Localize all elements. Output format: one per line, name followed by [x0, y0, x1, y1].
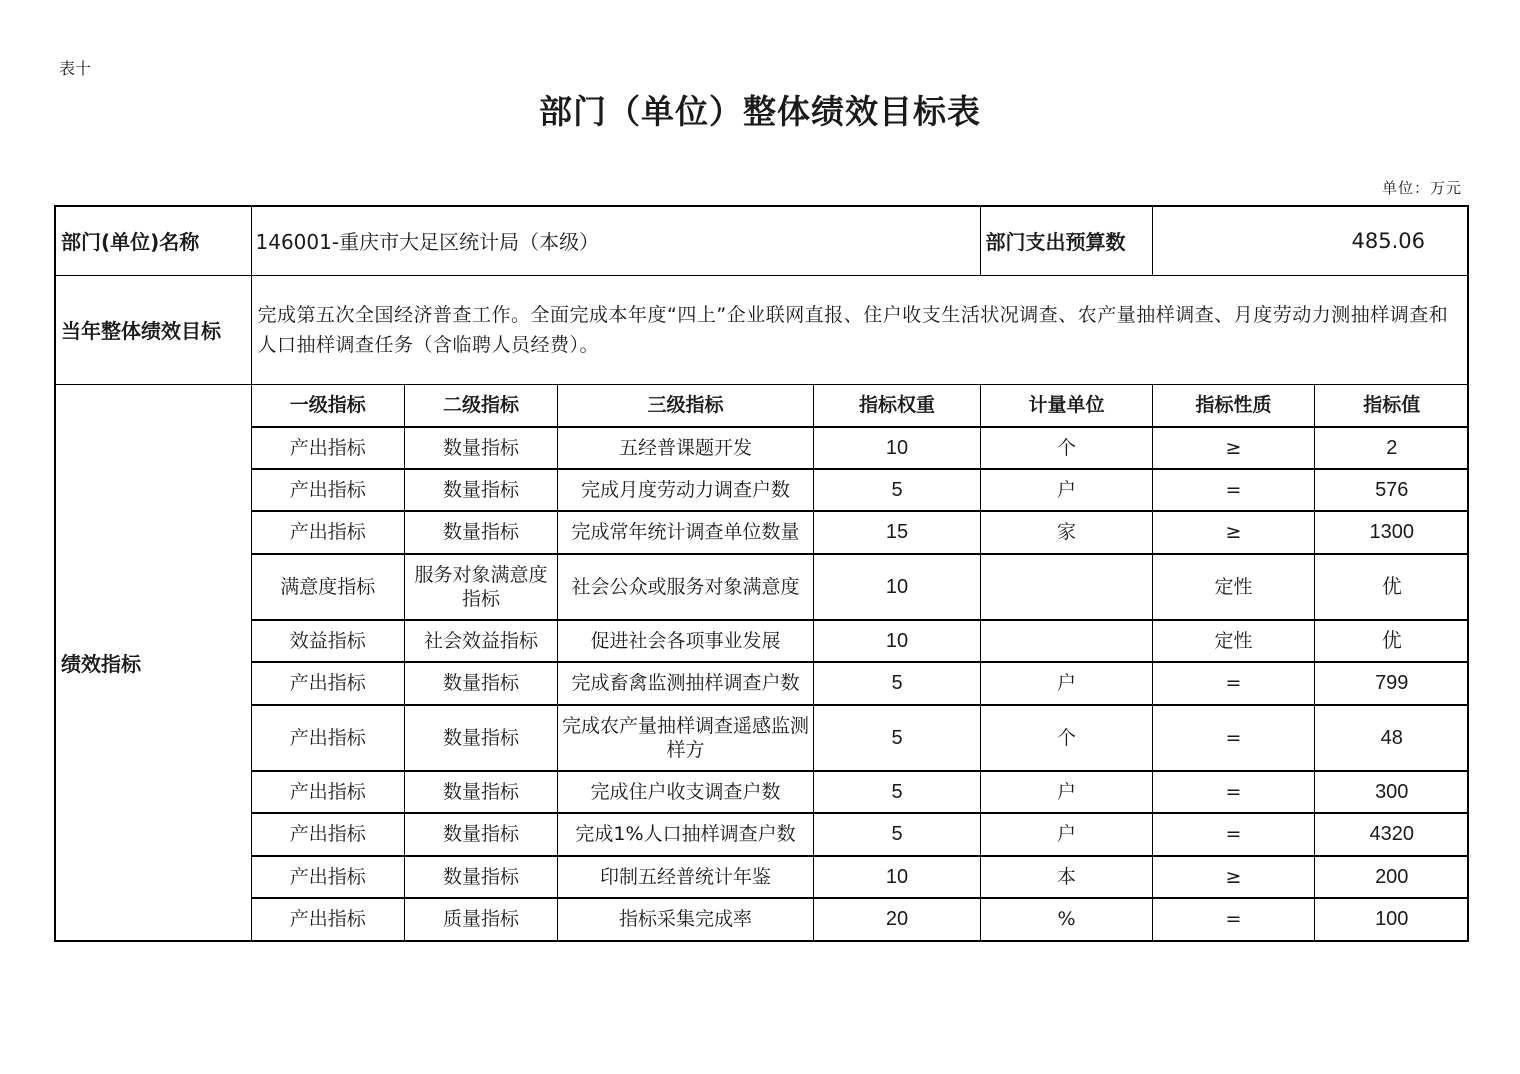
nature-cell — [1153, 554, 1315, 620]
level3-cell — [558, 856, 814, 898]
nature-cell — [1153, 620, 1315, 662]
level3-cell — [558, 662, 814, 705]
goal-label: 当年整体绩效目标 — [55, 275, 251, 384]
metric-row — [252, 554, 1469, 620]
level3-text: 完成常年统计调查单位数量 — [571, 521, 800, 543]
weight-cell — [814, 620, 981, 662]
level1-cell — [252, 511, 405, 554]
level3-text: 完成月度劳动力调查户数 — [580, 478, 790, 501]
unit-text: 个 — [1056, 436, 1076, 459]
level1-cell — [252, 856, 405, 898]
level3-text: 五经普课题开发 — [618, 436, 752, 459]
weight-cell — [814, 705, 981, 771]
level1-cell — [252, 771, 405, 813]
level2-cell — [405, 511, 558, 554]
level2-text: 社会效益指标 — [423, 629, 538, 652]
weight-text: 5 — [891, 672, 903, 694]
col-header-unit: 计量单位 — [981, 385, 1153, 427]
level1-cell — [252, 554, 405, 620]
unit-text: 个 — [1056, 726, 1076, 749]
unit-text: 户 — [1056, 823, 1076, 845]
level3-cell — [558, 469, 814, 511]
col-header-nature: 指标性质 — [1153, 385, 1315, 427]
level1-text: 产出指标 — [289, 436, 366, 459]
value-text: 2 — [1386, 436, 1398, 459]
nature-cell — [1153, 662, 1315, 705]
page-title: 部门（单位）整体绩效目标表 — [539, 92, 981, 131]
weight-text: 5 — [891, 780, 903, 803]
level2-text: 数量指标 — [442, 726, 519, 749]
value-cell — [1315, 469, 1469, 511]
unit-cell — [981, 662, 1153, 705]
level1-text: 产出指标 — [289, 908, 366, 930]
metrics-cell — [251, 384, 1468, 941]
page-tag: 表十 — [59, 59, 92, 78]
metric-row — [252, 427, 1469, 469]
level3-text: 指标采集完成率 — [618, 908, 752, 930]
col-header-level2: 二级指标 — [405, 385, 558, 427]
level3-cell — [558, 705, 814, 771]
nature-text: ≥ — [1225, 865, 1242, 888]
level2-cell — [405, 469, 558, 511]
value-text: 576 — [1375, 478, 1409, 501]
metric-row — [252, 662, 1469, 705]
nature-cell — [1153, 427, 1315, 469]
weight-text: 10 — [885, 629, 909, 652]
unit-text: 家 — [1056, 521, 1076, 543]
weight-text: 10 — [885, 865, 909, 888]
level3-text: 完成畜禽监测抽样调查户数 — [571, 672, 800, 694]
unit-cell — [981, 427, 1153, 469]
weight-cell — [814, 898, 981, 940]
level2-cell — [405, 856, 558, 898]
nature-text: = — [1225, 726, 1242, 749]
value-cell — [1315, 813, 1469, 856]
col-header-level3: 三级指标 — [558, 385, 814, 427]
weight-cell — [814, 554, 981, 620]
budget-label: 部门支出预算数 — [980, 206, 1152, 275]
level2-cell — [405, 898, 558, 940]
level2-text: 数量指标 — [442, 823, 519, 845]
unit-text: 户 — [1056, 478, 1076, 501]
level2-text: 服务对象满意度指标 — [414, 563, 548, 610]
unit-cell — [981, 511, 1153, 554]
nature-text: = — [1225, 478, 1242, 501]
level1-text: 产出指标 — [289, 726, 366, 749]
goal-text: 完成第五次全国经济普查工作。全面完成本年度“四上”企业联网直报、住户收支生活状况调查、农产量抽样调查、月度劳动力测抽样调查和人口抽样调查任务（含临聘人员经费）。 — [251, 275, 1468, 384]
weight-cell — [814, 427, 981, 469]
performance-goal-table — [54, 205, 1469, 942]
level3-text: 印制五经普统计年鉴 — [599, 865, 771, 888]
unit-label: 单位：万元 — [1381, 179, 1462, 197]
nature-cell — [1153, 856, 1315, 898]
unit-cell — [981, 705, 1153, 771]
level3-cell — [558, 898, 814, 940]
level2-cell — [405, 662, 558, 705]
value-text: 799 — [1375, 672, 1409, 694]
nature-cell — [1153, 705, 1315, 771]
level3-text: 促进社会各项事业发展 — [590, 629, 781, 652]
weight-text: 5 — [891, 823, 903, 845]
nature-cell — [1153, 511, 1315, 554]
metric-row — [252, 469, 1469, 511]
level1-cell — [252, 662, 405, 705]
value-cell — [1315, 427, 1469, 469]
nature-text: = — [1225, 780, 1242, 803]
metrics-row — [55, 384, 1468, 941]
level1-cell — [252, 705, 405, 771]
nature-text: = — [1225, 823, 1242, 845]
unit-cell — [981, 469, 1153, 511]
value-text: 优 — [1381, 575, 1402, 598]
nature-text: ≥ — [1225, 436, 1242, 459]
weight-text: 10 — [885, 436, 909, 459]
level1-cell — [252, 469, 405, 511]
weight-text: 10 — [885, 575, 909, 598]
col-header-level1: 一级指标 — [252, 385, 405, 427]
metric-row — [252, 898, 1469, 940]
level2-text: 数量指标 — [442, 865, 519, 888]
nature-text: 定性 — [1214, 629, 1253, 652]
budget-value: 485.06 — [1152, 206, 1468, 275]
unit-text: 户 — [1056, 780, 1076, 803]
value-cell — [1315, 511, 1469, 554]
nature-cell — [1153, 469, 1315, 511]
metrics-table — [252, 385, 1469, 940]
level1-cell — [252, 620, 405, 662]
metric-row — [252, 856, 1469, 898]
unit-text: 户 — [1056, 672, 1076, 694]
level2-cell — [405, 771, 558, 813]
weight-text: 5 — [891, 478, 903, 501]
value-text: 4320 — [1369, 823, 1414, 845]
level3-text: 完成农产量抽样调查遥感监测样方 — [561, 714, 809, 761]
level1-text: 产出指标 — [289, 780, 366, 803]
level1-cell — [252, 427, 405, 469]
value-cell — [1315, 705, 1469, 771]
unit-cell — [981, 554, 1153, 620]
weight-cell — [814, 469, 981, 511]
weight-cell — [814, 771, 981, 813]
header-row — [55, 206, 1468, 275]
nature-text: ≥ — [1225, 521, 1242, 543]
level3-text: 完成1%人口抽样调查户数 — [575, 823, 796, 845]
level3-cell — [558, 511, 814, 554]
level2-cell — [405, 554, 558, 620]
level2-cell — [405, 620, 558, 662]
level1-cell — [252, 898, 405, 940]
value-text: 300 — [1375, 780, 1409, 803]
metric-row — [252, 620, 1469, 662]
nature-cell — [1153, 813, 1315, 856]
nature-cell — [1153, 898, 1315, 940]
value-text: 48 — [1380, 726, 1403, 749]
value-cell — [1315, 554, 1469, 620]
col-header-value: 指标值 — [1315, 385, 1469, 427]
value-cell — [1315, 620, 1469, 662]
metric-row — [252, 813, 1469, 856]
weight-text: 20 — [885, 908, 909, 930]
nature-cell — [1153, 771, 1315, 813]
weight-text: 5 — [891, 726, 903, 749]
goal-row — [55, 275, 1468, 384]
nature-text: = — [1225, 908, 1242, 930]
value-cell — [1315, 856, 1469, 898]
level2-text: 数量指标 — [442, 478, 519, 501]
unit-cell — [981, 771, 1153, 813]
level2-text: 数量指标 — [442, 672, 519, 694]
level1-text: 产出指标 — [289, 823, 366, 845]
level3-cell — [558, 813, 814, 856]
level1-text: 产出指标 — [289, 672, 366, 694]
nature-text: = — [1225, 672, 1242, 694]
level3-text: 完成住户收支调查户数 — [590, 780, 781, 803]
weight-cell — [814, 662, 981, 705]
level1-text: 效益指标 — [289, 629, 366, 652]
nature-text: 定性 — [1214, 575, 1253, 598]
level1-cell — [252, 813, 405, 856]
value-cell — [1315, 898, 1469, 940]
weight-cell — [814, 511, 981, 554]
level3-cell — [558, 771, 814, 813]
unit-cell — [981, 856, 1153, 898]
value-cell — [1315, 771, 1469, 813]
level2-text: 质量指标 — [442, 908, 519, 930]
metric-row — [252, 705, 1469, 771]
unit-cell — [981, 898, 1153, 940]
level3-cell — [558, 620, 814, 662]
value-text: 1300 — [1369, 521, 1414, 543]
level1-text: 产出指标 — [289, 521, 366, 543]
dept-name-label: 部门(单位)名称 — [55, 206, 251, 275]
unit-text: % — [1057, 908, 1076, 930]
level2-cell — [405, 705, 558, 771]
col-header-weight: 指标权重 — [814, 385, 981, 427]
unit-cell — [981, 813, 1153, 856]
level2-text: 数量指标 — [442, 436, 519, 459]
level3-text: 社会公众或服务对象满意度 — [571, 575, 800, 598]
level2-text: 数量指标 — [442, 780, 519, 803]
level3-cell — [558, 554, 814, 620]
level1-text: 满意度指标 — [280, 575, 376, 598]
value-cell — [1315, 662, 1469, 705]
weight-cell — [814, 813, 981, 856]
level2-cell — [405, 813, 558, 856]
unit-text: 本 — [1056, 865, 1076, 888]
value-text: 100 — [1375, 908, 1409, 930]
metrics-header-row — [252, 385, 1469, 427]
weight-cell — [814, 856, 981, 898]
value-text: 200 — [1375, 865, 1409, 888]
dept-name-value: 146001-重庆市大足区统计局（本级） — [251, 206, 980, 275]
metric-row — [252, 771, 1469, 813]
level1-text: 产出指标 — [289, 865, 366, 888]
metric-row — [252, 511, 1469, 554]
weight-text: 15 — [885, 521, 909, 543]
unit-cell — [981, 620, 1153, 662]
level2-text: 数量指标 — [442, 521, 519, 543]
value-text: 优 — [1381, 629, 1402, 652]
metrics-label: 绩效指标 — [55, 384, 251, 941]
level1-text: 产出指标 — [289, 478, 366, 501]
level3-cell — [558, 427, 814, 469]
level2-cell — [405, 427, 558, 469]
